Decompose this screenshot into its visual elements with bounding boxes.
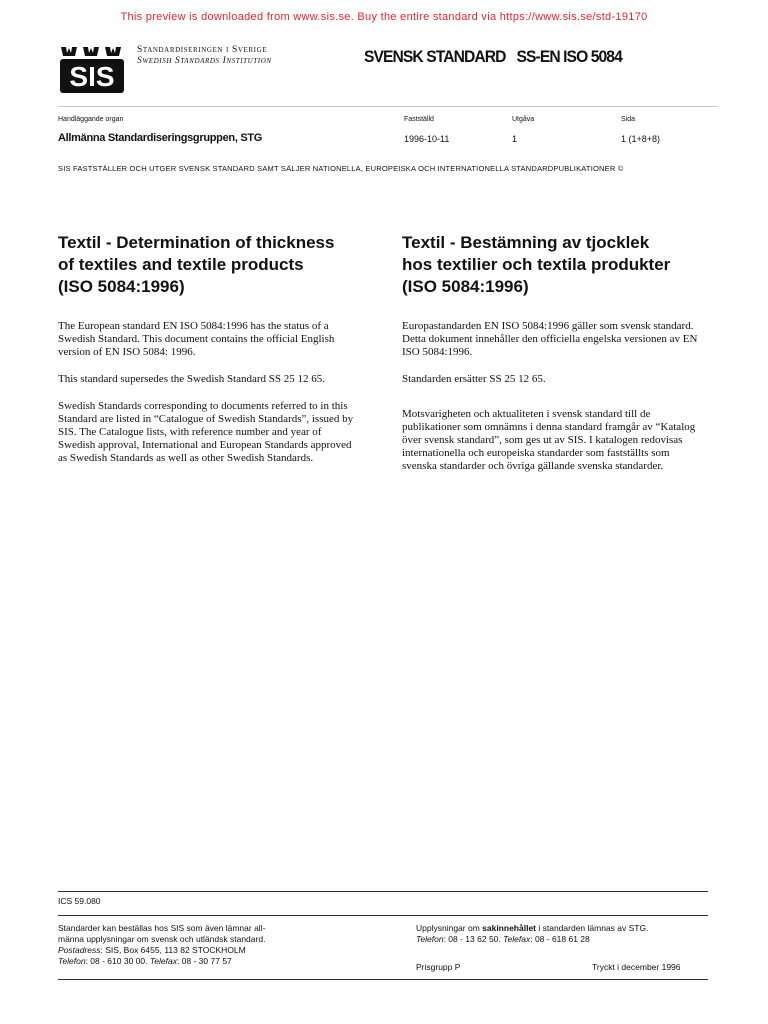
swedish-title-line-1: Textil - Bestämning av tjocklek: [402, 233, 650, 252]
swedish-paragraph-2: Standarden ersätter SS 25 12 65.: [402, 373, 546, 385]
english-body: [58, 320, 358, 479]
info-line: [416, 923, 716, 934]
english-title: [58, 232, 378, 298]
footer-divider-bottom: [58, 979, 708, 980]
info-suffix: i standarden lämnas av STG.: [536, 923, 649, 933]
english-paragraph-2: This standard supersedes the Swedish Standard SS 25 12 65.: [58, 373, 326, 385]
swedish-title: [402, 232, 722, 298]
standard-heading: [364, 47, 622, 67]
postadress-label: Postadress: [58, 945, 101, 955]
swedish-paragraph-3: Motsvarigheten och aktualiteten i svensk standard till de publikationer som omnämns i denna standard framgår av “Katalog över svensk standard”, som ges ut av SIS. I katalogen redovisas internationella och europeiska standarder som fastställts som svenska standarder och övriga gällande svenska standarder.: [402, 408, 696, 472]
telefon-value: : 08 - 610 30 00.: [85, 956, 150, 966]
header-divider: [58, 106, 718, 107]
faststalld-value: 1996-10-11: [404, 134, 450, 144]
order-info: [58, 923, 348, 967]
english-paragraph-1: The European standard EN ISO 5084:1996 has the status of a Swedish Standard. This document contains the official English version of EN ISO 5084: 1996.: [58, 320, 335, 358]
stg-telefax-value: : 08 - 618 61 28: [530, 934, 590, 944]
standard-number: SS-EN ISO 5084: [516, 47, 622, 66]
sis-logo: [58, 45, 128, 95]
stg-telefon-value: : 08 - 13 62 50.: [443, 934, 504, 944]
swedish-title-line-2: hos textilier och textila produkter: [402, 255, 671, 274]
handlaggande-label: Handläggande organ: [58, 116, 124, 123]
sis-phone: [58, 956, 348, 967]
prisgrupp: Prisgrupp P: [416, 962, 461, 972]
stg-phone: [416, 934, 716, 945]
utgava-label: Utgåva: [512, 116, 535, 123]
ics-code: ICS 59.080: [58, 896, 101, 906]
utgava-value: 1: [512, 134, 518, 144]
english-paragraph-3: Swedish Standards corresponding to documents referred to in this Standard are listed in “Catalogue of Swedish Standards”, issued by SIS. The Catalogue lists, with reference number and year of Swedish approval, International and European Standards approved as Swedish Standards as well as other Swedish Standards.: [58, 400, 354, 464]
order-line-1: Standarder kan beställas hos SIS som även lämnar all-: [58, 923, 266, 933]
english-title-line-3: (ISO 5084:1996): [58, 277, 185, 296]
info-bold: sakinnehållet: [482, 923, 536, 933]
faststalld-label: Fastställd: [404, 116, 434, 123]
tryckt-date: Tryckt i december 1996: [592, 962, 681, 972]
stg-info: [416, 923, 716, 945]
english-title-line-2: of textiles and textile products: [58, 255, 304, 274]
standard-label: SVENSK STANDARD: [364, 47, 506, 66]
sida-value: 1 (1+8+8): [621, 134, 661, 144]
handlaggande-value: Allmänna Standardiseringsgruppen, STG: [58, 132, 263, 144]
postadress-value: : SIS, Box 6455, 113 82 STOCKHOLM: [100, 945, 246, 955]
telefax-label: Telefax: [149, 956, 177, 966]
postadress: [58, 945, 348, 956]
sida-label: Sida: [621, 116, 636, 123]
footer-divider-middle: [58, 915, 708, 916]
org-name: [137, 45, 272, 67]
order-line-2: männa upplysningar om svensk och utländsk standard.: [58, 934, 266, 944]
org-line-1: Standardiseringen i Sverige: [137, 45, 268, 55]
stg-telefax-label: Telefax: [503, 934, 531, 944]
telefax-value: : 08 - 30 77 57: [176, 956, 232, 966]
footer-divider-top: [58, 891, 708, 892]
swedish-body: [402, 320, 702, 487]
sis-notice: SIS FASTSTÄLLER OCH UTGER SVENSK STANDARD SAMT SÄLJER NATIONELLA, EUROPEISKA OCH INTERNATIONELLA STANDARDPUBLIKATIONER ©: [58, 164, 624, 173]
swedish-title-line-3: (ISO 5084:1996): [402, 277, 529, 296]
preview-banner: This preview is downloaded from www.sis.se. Buy the entire standard via https://www.sis.se/std-19170: [120, 11, 648, 23]
logo-text: SIS: [69, 61, 115, 92]
org-line-2: Swedish Standards Institution: [137, 56, 272, 66]
english-title-line-1: Textil - Determination of thickness: [58, 233, 335, 252]
info-prefix: Upplysningar om: [416, 923, 483, 933]
telefon-label: Telefon: [58, 956, 86, 966]
stg-telefon-label: Telefon: [416, 934, 444, 944]
swedish-paragraph-1: Europastandarden EN ISO 5084:1996 gäller som svensk standard. Detta dokument innehåller den officiella engelska versionen av EN ISO 5084:1996.: [402, 320, 698, 358]
